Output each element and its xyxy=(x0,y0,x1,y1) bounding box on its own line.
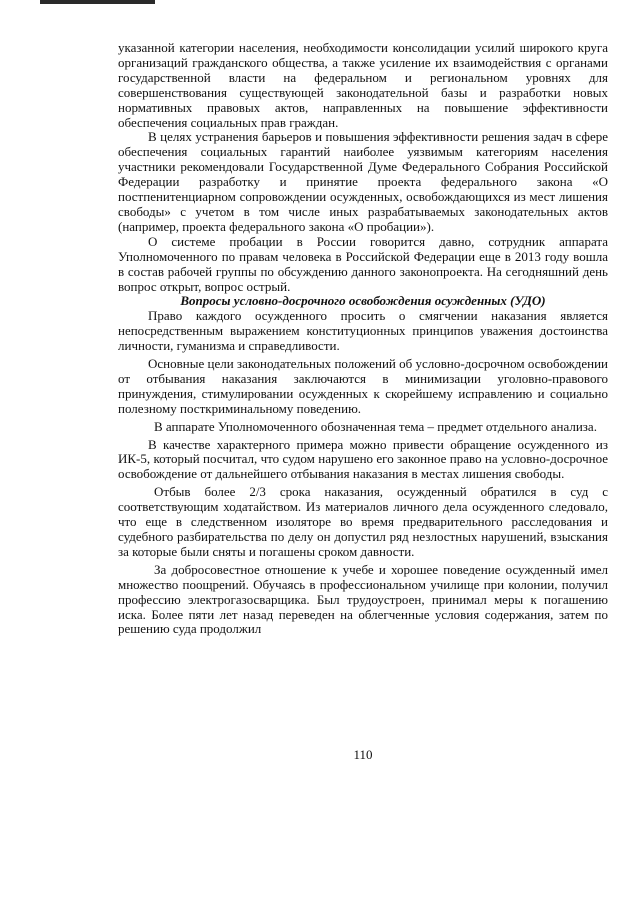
paragraph-court-petition: Отбыв более 2/3 срока наказания, осужденный обратился в суд с соответствующим ходатайством. Из материалов личного дела осужденного следовало, что еще в следственном изоляторе во время предварительного расследования и судебного разбирательства по делу он допустил ряд незлостных нарушений, взыскания за которые были сняты и погашены сроком давности. xyxy=(118,484,608,559)
paragraph-right-to-mitigation: Право каждого осужденного просить о смягчении наказания является непосредственным выражением конституционных принципов уважения достоинства личности, гуманизма и справедливости. xyxy=(118,308,608,354)
paragraph-analysis-topic: В аппарате Уполномоченного обозначенная тема – предмет отдельного анализа. xyxy=(154,418,597,434)
scan-artifact-bar xyxy=(40,0,155,4)
section-heading: Вопросы условно-досрочного освобождения осужденных (УДО) xyxy=(180,293,546,309)
paragraph-good-conduct: За добросовестное отношение к учебе и хорошее поведение осужденный имел множество поощрений. Обучаясь в профессиональном училище при колонии, получил профессию электрогазосварщика. Был трудоустроен, принимал меры к погашению иска. Более пяти лет назад переведен на облегченные условия содержания, затем по решению суда продолжил xyxy=(118,561,608,637)
page-number: 110 xyxy=(353,747,373,762)
paragraph-probation: О системе пробации в России говорится давно, сотрудник аппарата Уполномоченного по правам человека в Российской Федерации еще в 2013 году вошла в состав рабочей группы по обсуждению данного законопроекта. На сегодняшний день вопрос открыт, вопрос острый. xyxy=(118,233,608,294)
paragraph-example-appeal: В качестве характерного примера можно привести обращение осужденного из ИК-5, который посчитал, что судом нарушено его законное право на условно-досрочное освобождение от дальнейшего отбывания наказания в местах лишения свободы. xyxy=(118,436,608,482)
document-page xyxy=(118,40,608,762)
paragraph-continuation: указанной категории населения, необходимости консолидации усилий широкого круга организаций гражданского общества, а также усиление их взаимодействия с органами государственной власти на федеральном и региональном уровнях для совершенствования существующей законодательной базы и разработки новых нормативных правовых актов, направленных на повышение эффективности обеспечения социальных прав граждан. xyxy=(118,40,608,130)
paragraph-recommendations: В целях устранения барьеров и повышения эффективности решения задач в сфере обеспечения социальных гарантий наиболее уязвимым категориям населения участники рекомендовали Государственной Думе Федерального Собрания Российской Федерации разработку и принятие проекта федерального закона «О постпенитенциарном сопровождении осужденных, освобождающихся из мест лишения свободы» с учетом в том числе иных разрабатываемых законодательных актов (например, проекта федерального закона «О пробации»). xyxy=(118,129,608,234)
paragraph-legislative-goals: Основные цели законодательных положений об условно-досрочном освобождении от отбывания наказания заключаются в минимизации уголовно-правового принуждения, стимулировании осужденных к скорейшему исправлению и социально полезному посткриминальному поведению. xyxy=(118,356,608,416)
